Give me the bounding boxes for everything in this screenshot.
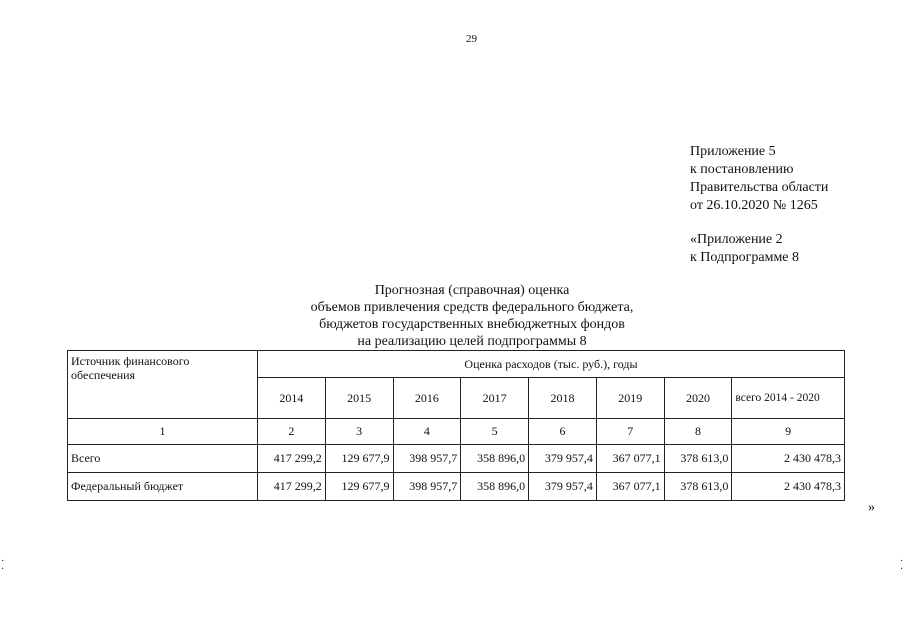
value-cell: 367 077,1 (596, 473, 664, 501)
value-cell: 358 896,0 (461, 445, 529, 473)
year-header-cell: 2018 (529, 378, 597, 419)
index-cell: 5 (461, 419, 529, 445)
title-line: Прогнозная (справочная) оценка (374, 283, 570, 298)
table-header-row (68, 351, 845, 378)
table-row (68, 473, 845, 501)
appendix-line: к постановлению (690, 162, 794, 177)
financing-table (67, 350, 845, 501)
appendix-line: Правительства области (690, 180, 829, 195)
document-title (262, 282, 682, 350)
title-line: на реализацию целей подпрограммы 8 (357, 334, 587, 349)
value-cell: 398 957,7 (393, 445, 461, 473)
index-row (68, 419, 845, 445)
value-cell: 379 957,4 (529, 445, 597, 473)
value-cell: 398 957,7 (393, 473, 461, 501)
year-header-cell: 2014 (258, 378, 326, 419)
index-cell: 1 (68, 419, 258, 445)
index-cell: 4 (393, 419, 461, 445)
page-number: 29 (466, 33, 477, 45)
year-header-cell: 2015 (325, 378, 393, 419)
row-label: Федеральный бюджет (68, 473, 258, 501)
value-cell: 367 077,1 (596, 445, 664, 473)
appendix-line: Приложение 5 (690, 144, 776, 159)
total-value-cell: 2 430 478,3 (732, 473, 845, 501)
value-cell: 379 957,4 (529, 473, 597, 501)
row-label: Всего (68, 445, 258, 473)
value-cell: 358 896,0 (461, 473, 529, 501)
value-cell: 417 299,2 (258, 473, 326, 501)
inner-appendix-line: к Подпрограмме 8 (690, 250, 800, 265)
year-header-cell: 2020 (664, 378, 732, 419)
table-row (68, 445, 845, 473)
scan-edge-mark: · · (1, 556, 5, 575)
year-header-cell: 2019 (596, 378, 664, 419)
closing-quote: » (868, 500, 875, 515)
estimate-header-cell: Оценка расходов (тыс. руб.), годы (258, 351, 845, 378)
index-cell: 6 (529, 419, 597, 445)
value-cell: 129 677,9 (325, 473, 393, 501)
scan-edge-mark: · · (900, 556, 904, 575)
inner-appendix-block (690, 231, 799, 267)
index-cell: 3 (325, 419, 393, 445)
title-line: объемов привлечения средств федерального бюджета, (310, 300, 634, 315)
total-value-cell: 2 430 478,3 (732, 445, 845, 473)
index-cell: 9 (732, 419, 845, 445)
value-cell: 378 613,0 (664, 445, 732, 473)
value-cell: 417 299,2 (258, 445, 326, 473)
value-cell: 129 677,9 (325, 445, 393, 473)
inner-appendix-line: «Приложение 2 (690, 232, 783, 247)
index-cell: 2 (258, 419, 326, 445)
index-cell: 8 (664, 419, 732, 445)
year-header-cell: 2017 (461, 378, 529, 419)
title-line: бюджетов государственных внебюджетных фондов (319, 317, 625, 332)
total-header-cell: всего 2014 - 2020 (732, 378, 845, 419)
appendix-line: от 26.10.2020 № 1265 (690, 198, 818, 213)
value-cell: 378 613,0 (664, 473, 732, 501)
source-header-cell: Источник финансового обеспечения (68, 351, 258, 419)
year-header-cell: 2016 (393, 378, 461, 419)
index-cell: 7 (596, 419, 664, 445)
appendix-block (690, 143, 828, 215)
